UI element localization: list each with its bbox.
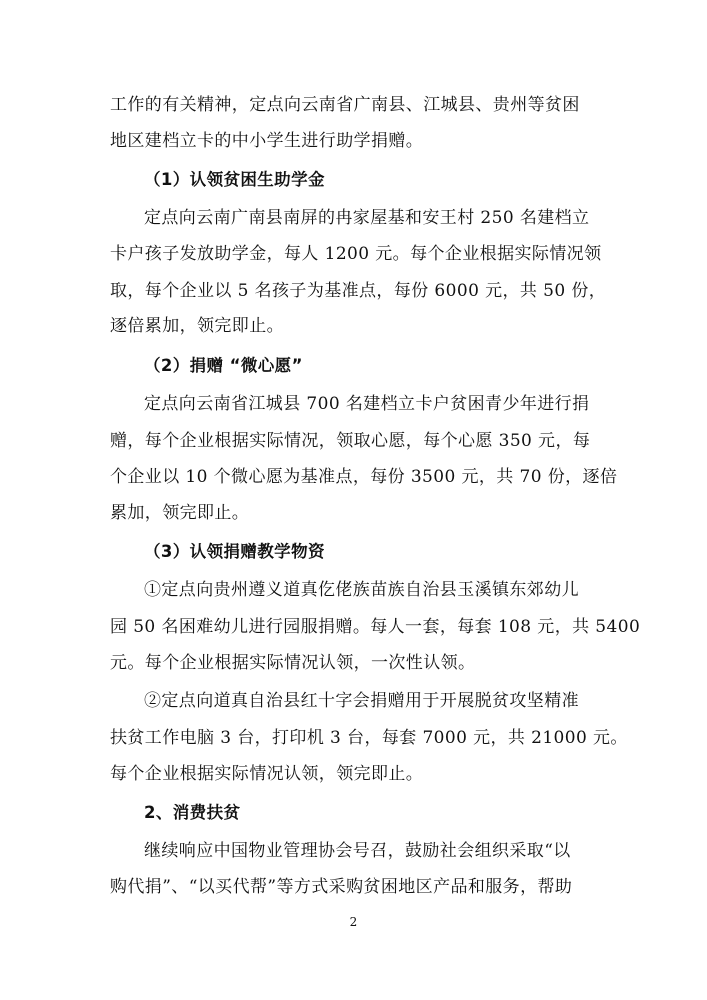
body-text-line: 定点向云南省江城县 700 名建档立卡户贫困青少年进行捐 <box>144 394 590 414</box>
body-text-line: 工作的有关精神，定点向云南省广南县、江城县、贵州等贫困 <box>110 95 580 115</box>
section-heading: （1）认领贫困生助学金 <box>144 170 325 189</box>
body-text-line: 每个企业根据实际情况认领，领完即止。 <box>110 764 424 784</box>
body-text-line: ①定点向贵州遵义道真仡佬族苗族自治县玉溪镇东郊幼儿 <box>144 580 579 600</box>
body-text-line: 购代捐”、“以买代帮”等方式采购贫困地区产品和服务，帮助 <box>110 877 573 897</box>
body-text-line: 园 50 名困难幼儿进行园服捐赠。每人一套，每套 108 元，共 5400 <box>110 617 641 637</box>
body-text-line: 逐倍累加，领完即止。 <box>110 316 284 336</box>
body-text-line: 累加，领完即止。 <box>110 503 250 523</box>
section-heading: （2）捐赠 “微心愿” <box>144 356 303 375</box>
page-number: 2 <box>349 915 358 929</box>
body-text-line: 赠，每个企业根据实际情况，领取心愿，每个心愿 350 元，每 <box>110 431 591 451</box>
body-text-line: 卡户孩子发放助学金，每人 1200 元。每个企业根据实际情况领 <box>110 244 602 264</box>
section-heading: 2、消费扶贫 <box>144 803 241 822</box>
body-text-line: 个企业以 10 个微心愿为基准点，每份 3500 元，共 70 份，逐倍 <box>110 467 618 487</box>
body-text-line: 扶贫工作电脑 3 台，打印机 3 台，每套 7000 元，共 21000 元。 <box>110 728 628 748</box>
body-text-line: 继续响应中国物业管理协会号召，鼓励社会组织采取“以 <box>144 841 571 861</box>
section-heading: （3）认领捐赠教学物资 <box>144 542 325 561</box>
body-text-line: 定点向云南广南县南屏的冉家屋基和安王村 250 名建档立 <box>144 208 590 228</box>
body-text-line: ②定点向道真自治县红十字会捐赠用于开展脱贫攻坚精准 <box>144 691 579 711</box>
body-text-line: 取，每个企业以 5 名孩子为基准点，每份 6000 元，共 50 份， <box>110 281 607 301</box>
body-text-line: 地区建档立卡的中小学生进行助学捐赠。 <box>110 131 424 151</box>
body-text-line: 元。每个企业根据实际情况认领，一次性认领。 <box>110 653 476 673</box>
